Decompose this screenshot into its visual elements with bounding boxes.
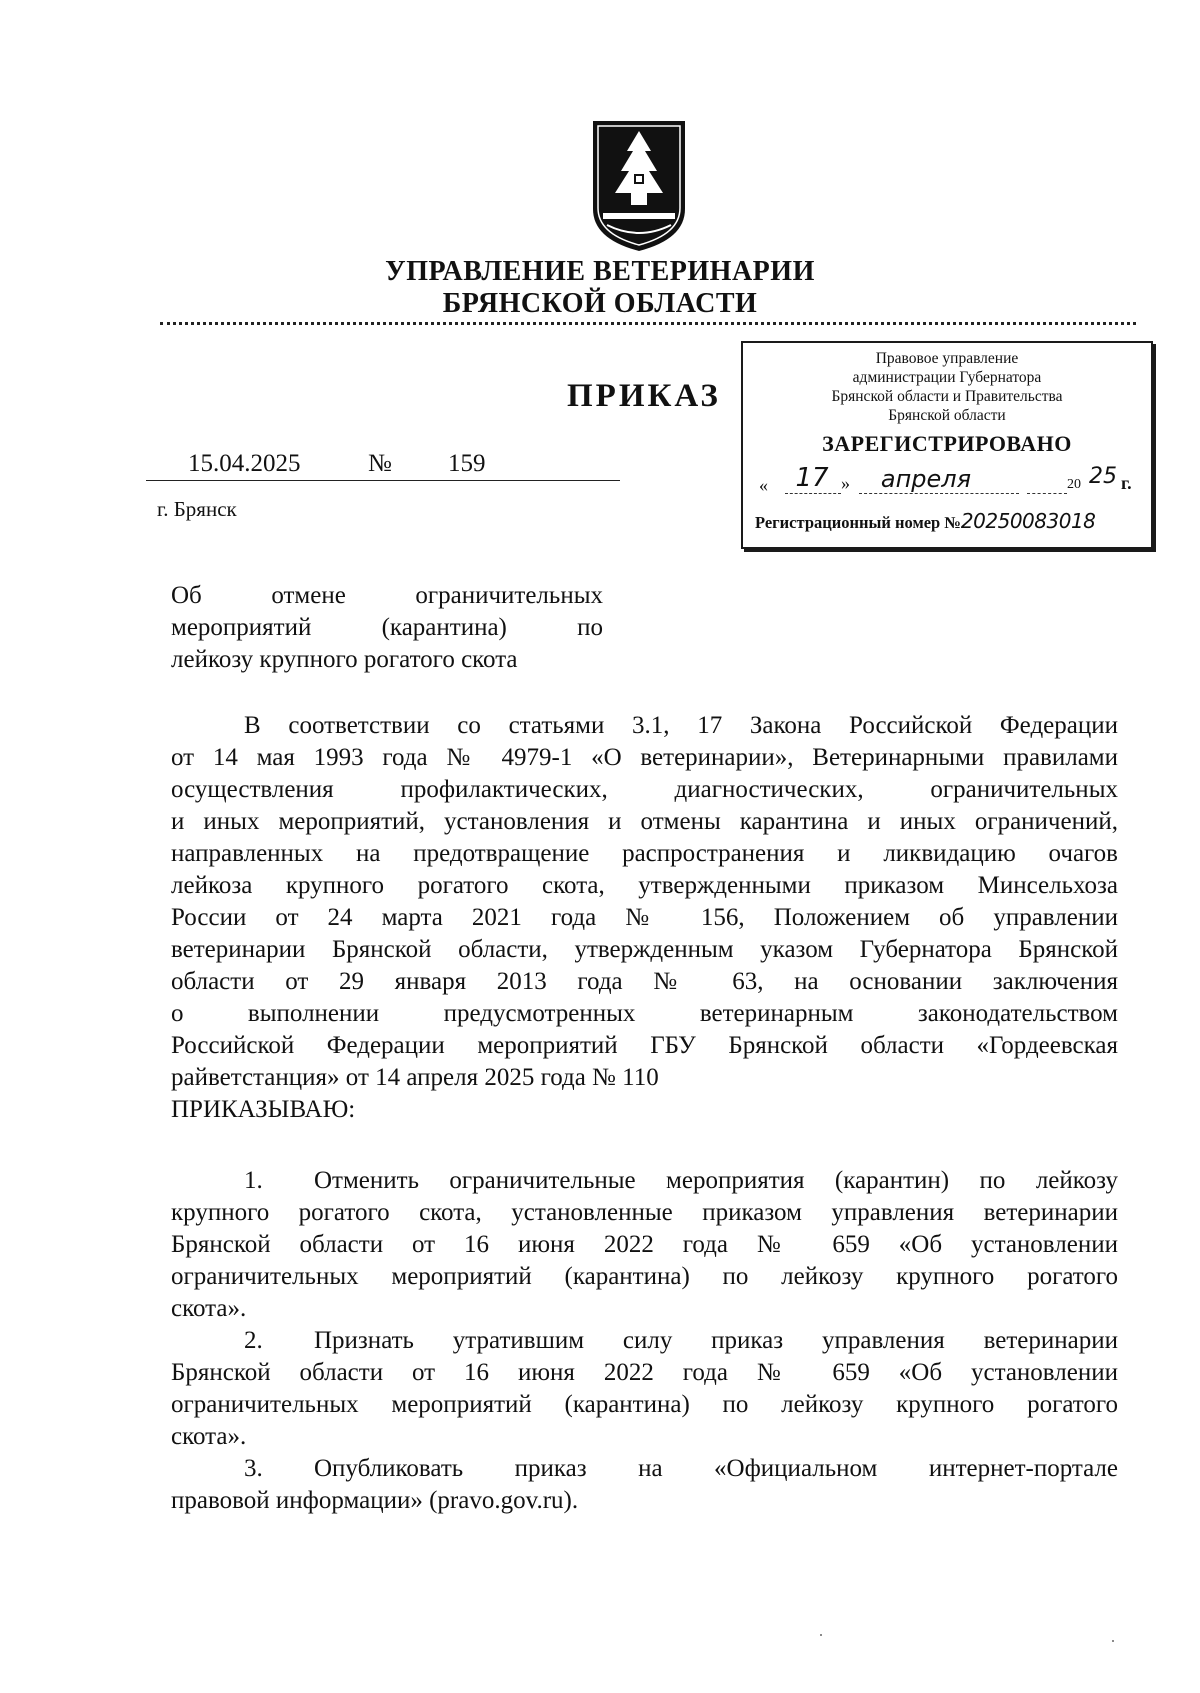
document-number: 159 — [448, 450, 486, 477]
preamble-line: Российской Федерации мероприятий ГБУ Брянской области «Гордеевская — [171, 1032, 1118, 1059]
stamp-date — [759, 463, 1139, 503]
order-item-line: скота». — [171, 1295, 247, 1322]
scan-speck — [820, 1634, 822, 1636]
document-subject — [171, 580, 603, 676]
stamp-line-4: Брянской области — [888, 407, 1006, 424]
document-number-label: № — [368, 450, 392, 477]
organization-name-line-2: БРЯНСКОЙ ОБЛАСТИ — [442, 288, 758, 319]
document-date-number — [146, 450, 620, 480]
stamp-date-year: 25 — [1089, 464, 1117, 489]
stamp-date-month: апреля — [880, 465, 972, 493]
preamble-line: и иных мероприятий, установления и отмены карантина и иных ограничений, — [171, 808, 1118, 835]
preamble-line: лейкоза крупного рогатого скота, утвержденными приказом Минсельхоза — [171, 872, 1118, 899]
preamble-line: России от 24 марта 2021 года № 156, Положением об управлении — [171, 904, 1118, 931]
stamp-date-day: 17 — [795, 463, 829, 493]
preamble-paragraph — [171, 710, 1118, 1126]
stamp-date-close-quote: » — [841, 473, 850, 493]
registration-stamp — [741, 341, 1153, 549]
subject-line: лейкозу крупного рогатого скота — [171, 646, 518, 673]
stamp-line-1: Правовое управление — [875, 350, 1019, 367]
stamp-date-year-suffix: г. — [1121, 473, 1132, 493]
preamble-line: от 14 мая 1993 года № 4979-1 «О ветеринарии», Ветеринарными правилами — [171, 744, 1118, 771]
coat-of-arms-emblem — [589, 117, 689, 255]
order-word: ПРИКАЗЫВАЮ: — [171, 1096, 356, 1123]
order-item-line: крупного рогатого скота, установленные приказом управления ветеринарии — [171, 1199, 1118, 1226]
preamble-line: направленных на предотвращение распространения и ликвидацию очагов — [171, 840, 1118, 867]
order-item-line: правовой информации» (pravo.gov.ru). — [171, 1487, 579, 1514]
stamp-date-open-quote: « — [759, 475, 768, 495]
stamp-line-3: Брянской области и Правительства — [831, 388, 1063, 405]
subject-line: Об отмене ограничительных — [171, 582, 603, 609]
stamp-regno-label: Регистрационный номер № — [755, 513, 961, 532]
preamble-line: В соответствии со статьями 3.1, 17 Закона Российской Федерации — [244, 712, 1118, 739]
order-item-2-first-line: 2. Признать утратившим силу приказ управления ветеринарии — [171, 1325, 1118, 1357]
order-item-line: скота». — [171, 1423, 247, 1450]
stamp-registered-label: ЗАРЕГИСТРИРОВАНО — [822, 431, 1072, 456]
document-city: г. Брянск — [157, 497, 237, 521]
order-item-line: Брянской области от 16 июня 2022 года № 659 «Об установлении — [171, 1231, 1118, 1258]
subject-line: мероприятий (карантина) по — [171, 614, 603, 641]
preamble-line: о выполнении предусмотренных ветеринарным законодательством — [171, 1000, 1118, 1027]
document-date: 15.04.2025 — [188, 450, 301, 477]
organization-name-line-1: УПРАВЛЕНИЕ ВЕТЕРИНАРИИ — [385, 256, 815, 287]
order-item-3-first-line: 3. Опубликовать приказ на «Официальном интернет-портале — [171, 1453, 1118, 1485]
order-item-number: 1. — [244, 1167, 263, 1194]
scan-speck — [1112, 1640, 1114, 1642]
order-item-line: Брянской области от 16 июня 2022 года № 659 «Об установлении — [171, 1359, 1118, 1386]
preamble-line: ветеринарии Брянской области, утвержденным указом Губернатора Брянской — [171, 936, 1118, 963]
order-item-1-first-line: 1. Отменить ограничительные мероприятия (карантин) по лейкозу — [171, 1165, 1118, 1197]
order-items — [171, 1165, 1118, 1517]
preamble-line: райветстанция» от 14 апреля 2025 года № 110 — [171, 1064, 659, 1091]
preamble-line: осуществления профилактических, диагностических, ограничительных — [171, 776, 1118, 803]
order-item-number: 2. — [244, 1327, 263, 1354]
order-item-line: ограничительных мероприятий (карантина) по лейкозу крупного рогатого — [171, 1263, 1118, 1290]
preamble-line: области от 29 января 2013 года № 63, на основании заключения — [171, 968, 1118, 995]
stamp-line-2: администрации Губернатора — [852, 369, 1042, 386]
stamp-regno-value: 20250083018 — [960, 509, 1096, 533]
order-item-number: 3. — [244, 1455, 263, 1482]
order-item-line: ограничительных мероприятий (карантина) по лейкозу крупного рогатого — [171, 1391, 1118, 1418]
stamp-date-century: 20 — [1067, 477, 1081, 492]
header-dotted-divider — [160, 322, 1136, 325]
stamp-registration-number — [755, 509, 1147, 533]
document-title: ПРИКАЗ — [567, 378, 721, 414]
